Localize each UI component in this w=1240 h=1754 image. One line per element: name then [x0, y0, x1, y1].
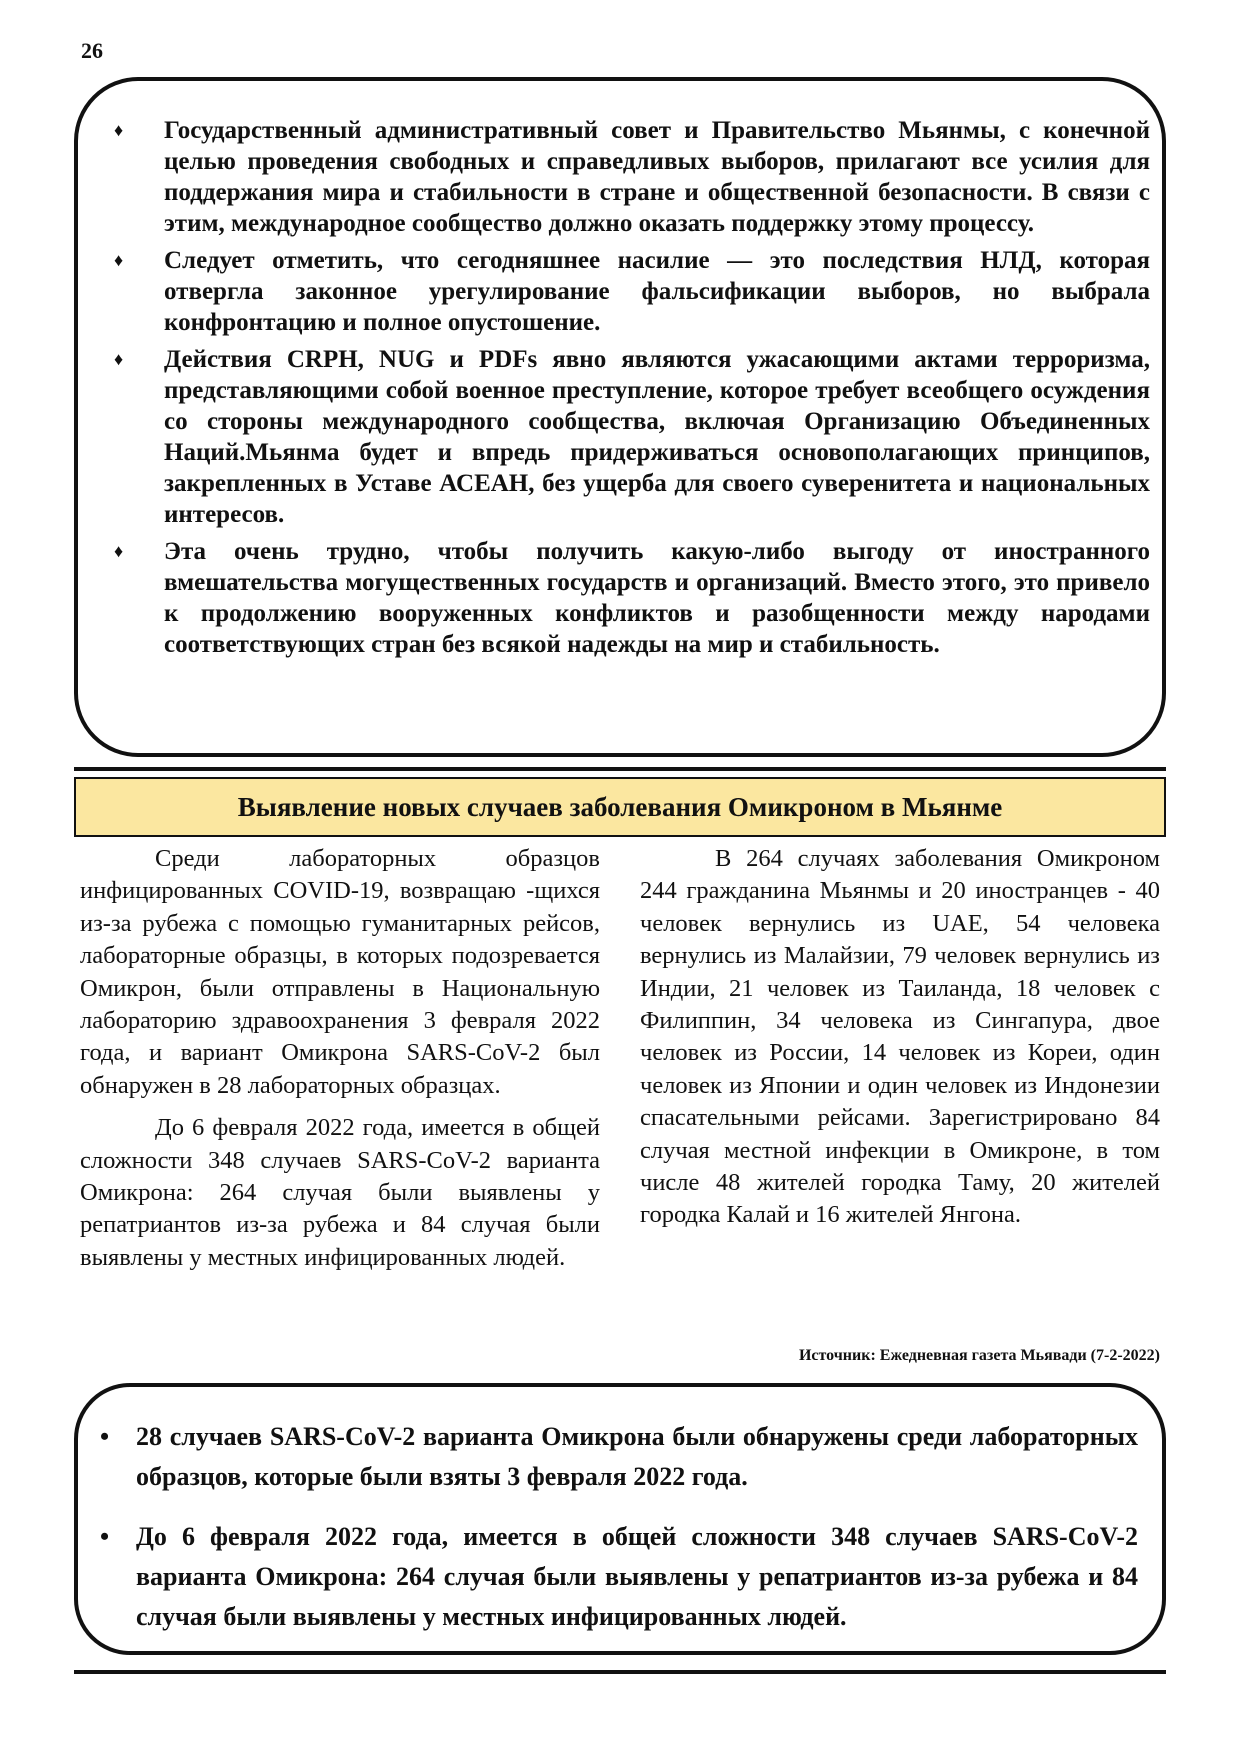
- page-number: 26: [81, 38, 103, 63]
- key-point-text: Эта очень трудно, чтобы получить какую-либо выгоду от иностранного вмешательства могущественных государств и организаций. Вместо этого, это привело к продолжению вооруженных конфликтов и разобщенности между народами соответствующих стран без всякой надежды на мир и стабильность.: [164, 538, 1150, 658]
- key-point: [114, 115, 1150, 239]
- key-points-box: [74, 77, 1166, 757]
- key-point-text: Действия CRPH, NUG и PDFs явно являются ужасающими актами терроризма, представляющими собой военное преступление, которое требует всеобщего осуждения со стороны международного сообщества, включая Организацию Объединенных Наций.Мьянма будет и впредь придерживаться основополагающих принципов, закрепленных в Уставе АСЕАН, без ущерба для своего суверенитета и национальных интересов.: [164, 346, 1150, 528]
- dot-bullet-icon: •: [100, 1422, 110, 1451]
- summary-point: [98, 1417, 1138, 1497]
- dot-bullet-icon: •: [100, 1522, 110, 1551]
- bottom-divider: [74, 1670, 1166, 1674]
- summary-point-text: 28 случаев SARS-CoV-2 варианта Омикрона были обнаружены среди лабораторных образцов, которые были взяты 3 февраля 2022 года.: [136, 1422, 1138, 1491]
- diamond-bullet-icon: ♦: [114, 120, 124, 140]
- summary-point-text: До 6 февраля 2022 года, имеется в общей сложности 348 случаев SARS-CoV-2 варианта Омикрона: 264 случая были выявлены у репатриантов из-за рубежа и 84 случая были выявлены у местных инфицированных людей.: [136, 1522, 1138, 1631]
- summary-box: [74, 1383, 1166, 1655]
- article-source: Источник: Ежедневная газета Мьявади (7-2-2022): [798, 1347, 1160, 1364]
- key-point: [114, 344, 1150, 530]
- diamond-bullet-icon: ♦: [114, 250, 124, 270]
- summary-point: [98, 1517, 1138, 1637]
- diamond-bullet-icon: ♦: [114, 349, 124, 369]
- key-points-list: [114, 115, 1150, 666]
- article-column-left: [80, 843, 600, 1284]
- article-headline: Выявление новых случаев заболевания Омикроном в Мьянме: [74, 777, 1166, 837]
- key-point-text: Следует отметить, что сегодняшнее насилие — это последствия НЛД, которая отвергла законное урегулирование фальсификации выборов, но выбрала конфронтацию и полное опустошение.: [164, 247, 1150, 336]
- summary-list: [98, 1417, 1138, 1657]
- article-paragraph: Среди лабораторных образцов инфицированных COVID-19, возвращаю -щихся из-за рубежа с помощью гуманитарных рейсов, лабораторные образцы, в которых подозревается Омикрон, были отправлены в Национальную лабораторию здравоохранения 3 февраля 2022 года, и вариант Омикрона SARS-CoV-2 был обнаружен в 28 лабораторных образцах.: [80, 845, 600, 1099]
- article-paragraph: В 264 случаях заболевания Омикроном 244 гражданина Мьянмы и 20 иностранцев - 40 человек вернулись из UAE, 54 человека вернулись из Малайзии, 79 человек вернулись из Индии, 21 человек из Таиланда, 18 человек с Филиппин, 34 человека из Сингапура, двое человек из России, 14 человек из Кореи, один человек из Японии и один человек из Индонезии спасательными рейсами. Зарегистрировано 84 случая местной инфекции в Омикроне, в том числе 48 жителей городка Таму, 20 жителей городка Калай и 16 жителей Янгона.: [640, 845, 1160, 1229]
- article-column-right: [640, 843, 1160, 1242]
- key-point: [114, 245, 1150, 338]
- key-point-text: Государственный административный совет и Правительство Мьянмы, с конечной целью проведения свободных и справедливых выборов, прилагают все усилия для поддержания мира и стабильности в стране и общественной безопасности. В связи с этим, международное сообщество должно оказать поддержку этому процессу.: [164, 117, 1150, 237]
- diamond-bullet-icon: ♦: [114, 541, 124, 561]
- key-point: [114, 536, 1150, 660]
- article-paragraph: До 6 февраля 2022 года, имеется в общей сложности 348 случаев SARS-CoV-2 варианта Омикрона: 264 случая были выявлены у репатриантов из-за рубежа и 84 случая были выявлены у местных инфицированных людей.: [80, 1114, 600, 1271]
- section-divider: [74, 767, 1166, 771]
